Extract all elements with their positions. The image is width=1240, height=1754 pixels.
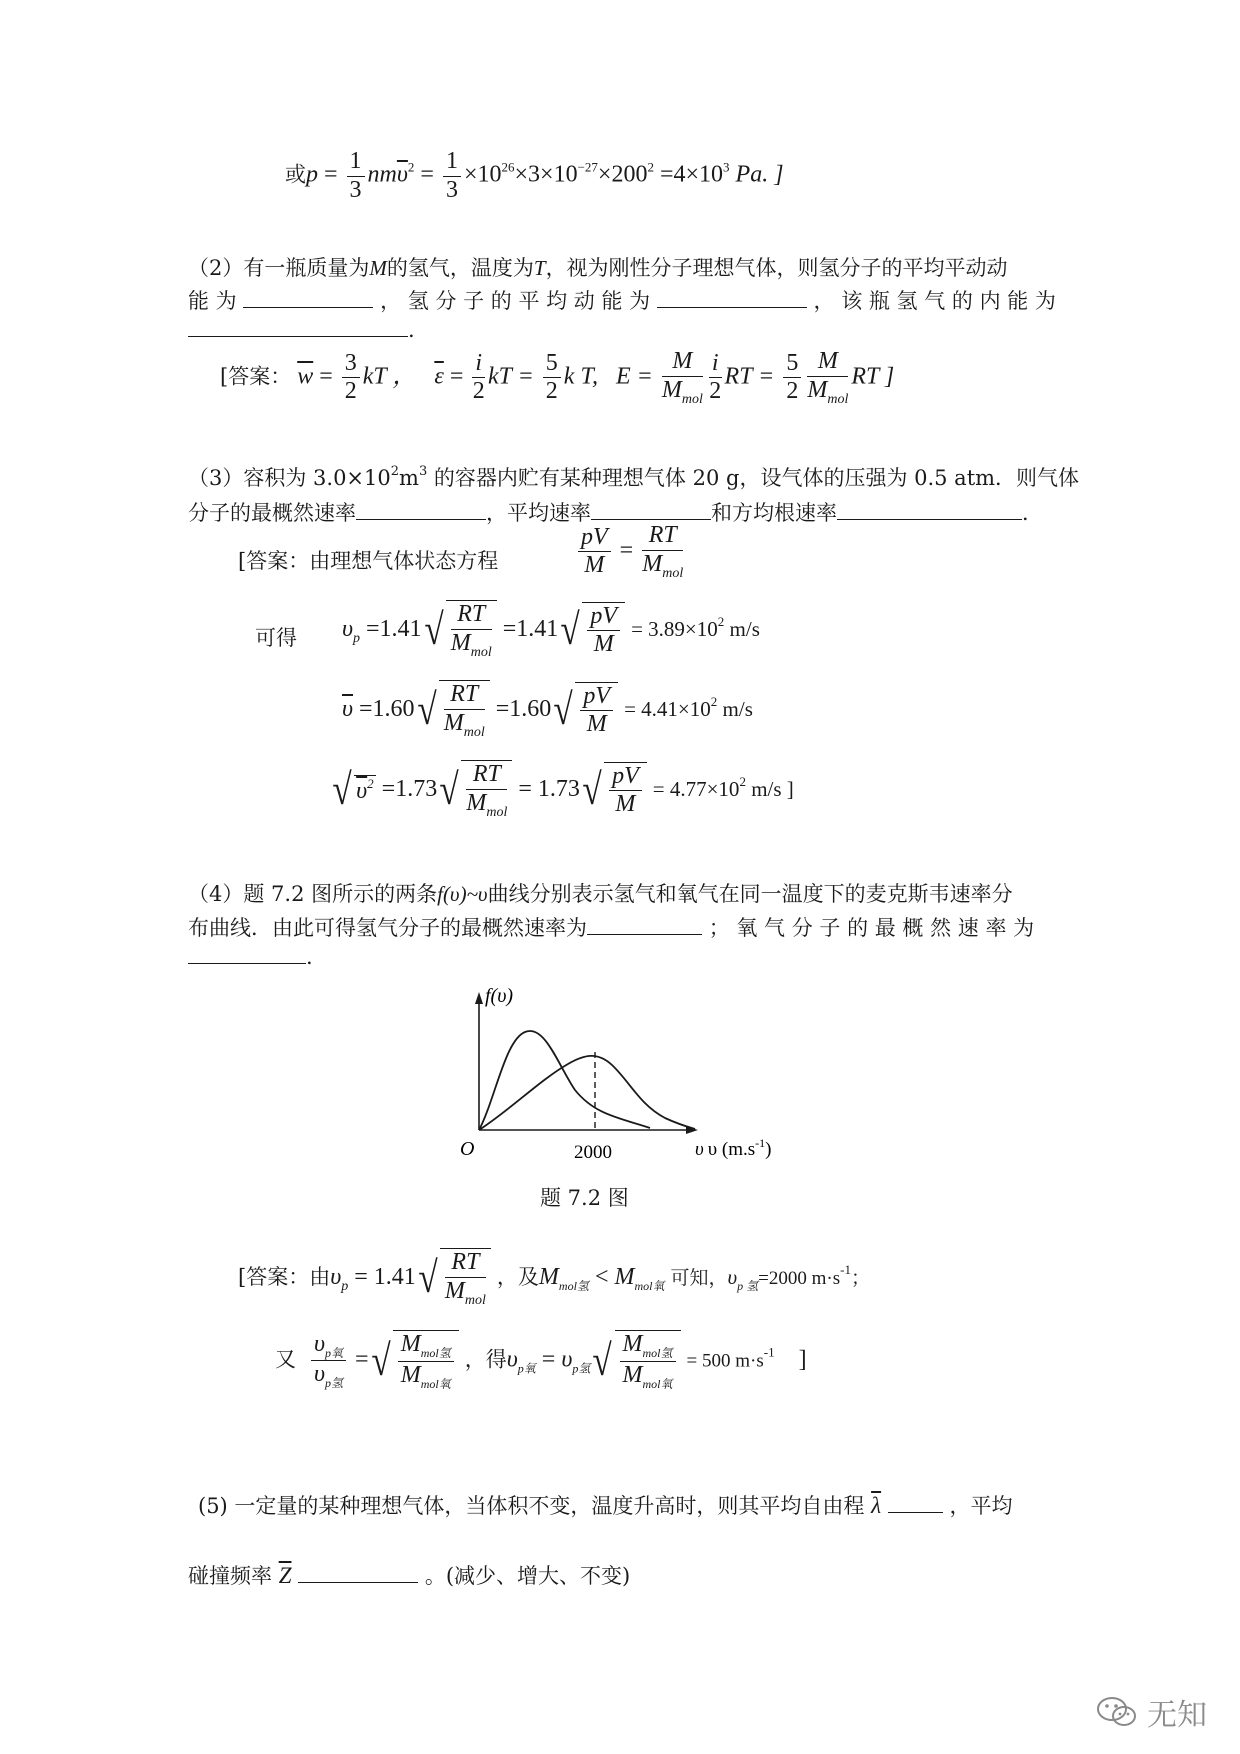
answer-3-lead: [答案：由理想气体状态方程: [238, 549, 499, 573]
question-3-line-2: 分子的最概然速率 ，平均速率 和方均根速率 ．: [188, 501, 1043, 525]
average-speed-row: $\overline{\upsilon} =1.60√$ $\frac{RT}{M_{mol}}$ =1.60√ $\frac{pV}{M}$ = $4.41\times 10^2$ m/s: [342, 681, 753, 740]
y-axis-label: f(υ): [485, 985, 514, 1007]
blank-most-probable-speed[interactable]: [356, 518, 486, 520]
question-4-line-1: （4）题 7.2 图所示的两条f(υ)~υ曲线分别表示氢气和氧气在同一温度下的麦克斯韦速率分: [188, 882, 1013, 906]
blank-collision-frequency[interactable]: [298, 1581, 418, 1583]
question-2-line-3: .: [188, 318, 415, 342]
answer-4-line-2: 又 $\frac{\upsilon_{p氧}}{\upsilon_{p氢}}$ =√ $\frac{M_{mol氢}}{M_{mol氧}}$ ，得$\upsilon_{p氧} = \upsilon_{p氢}√$ $\frac{M_{mol氢}}{M_{mol氧}}$ = 500 $m\cdot s^{-1}$ ]: [275, 1330, 807, 1391]
x-axis-label: υ υ $(m.s^{-1})$: [695, 1136, 772, 1160]
x-tick-2000: 2000: [574, 1142, 612, 1163]
oxygen-curve: [479, 1056, 695, 1130]
blank-rms-speed[interactable]: [837, 518, 1022, 520]
question-5-line-1: (5) 一定量的某种理想气体，当体积不变，温度升高时，则其平均自由程 $\overline{\lambda}$ ，平均: [198, 1493, 1013, 1518]
origin-label: O: [460, 1138, 475, 1160]
blank-internal-energy[interactable]: [188, 335, 408, 337]
rms-speed-row: √ $\upsilon^2 =1.73√$ $\frac{RT}{M_{mol}}$ = 1.73√ $\frac{pV}{M}$ = $4.77\times 10^2$ m/s ]: [332, 761, 794, 820]
question-4-line-3: .: [188, 945, 313, 969]
question-2-line-2: 能 为 ， 氢 分 子 的 平 均 动 能 为 ， 该 瓶 氢 气 的 内 能 为: [188, 289, 1056, 313]
question-5-line-2: 碰撞频率 $\overline{Z}$ 。(减少、增大、不变): [188, 1563, 631, 1588]
maxwell-distribution-figure: [450, 980, 790, 1165]
answer-4-line-1: [答案：由$\upsilon_p = 1.41√$ $\frac{RT}{M_{mol}}$ ，及$M_{mol氢} < M_{mol氧}$ 可知，$\upsilon_{p 氢}=2000$ $m\cdot s^{-1}$；: [238, 1249, 870, 1308]
blank-oxygen-speed[interactable]: [188, 962, 306, 964]
most-probable-speed-row: $\upsilon_p =1.41√$ $\frac{RT}{M_{mol}}$ =1.41√ $\frac{pV}{M}$ = $3.89\times 10^2$ m/s: [342, 601, 760, 660]
blank-mean-free-path[interactable]: [888, 1511, 943, 1513]
ideal-gas-equation: $\frac{pV}{M}$ = $\frac{RT}{M_{mol}}$: [575, 522, 686, 582]
blank-average-ke[interactable]: [657, 306, 807, 308]
blank-translational-ke[interactable]: [243, 306, 373, 308]
question-4-line-2: 布曲线．由此可得氢气分子的最概然速率为 ； 氧 气 分 子 的 最 概 然 速 率 为: [188, 916, 1035, 940]
answer-3-ke: 可得: [255, 626, 297, 650]
hydrogen-curve: [479, 1031, 650, 1130]
pressure-formula: 或p = $\frac{1}{3}$ $nm\overline{\upsilon}^2$ = $\frac{1}{3}$ $\times 10^{26}\times 3\times 10^{-27}\times 200^2 =4\times 10^3$ Pa. ]: [285, 148, 784, 203]
question-3-line-1: （3）容积为 $3.0\times 10^2m^3$ 的容器内贮有某种理想气体 20 g，设气体的压强为 0.5 atm．则气体: [188, 464, 1080, 490]
y-axis-arrow: [475, 992, 483, 1004]
watermark: [1095, 1690, 1207, 1734]
answer-2: [答案： $\overline{w}$ = $\frac{3}{2}$ kT ， $\overline{\varepsilon}$ = $\frac{i}{2}$ kT = $\frac{5}{2}$ k T, E = $\frac{M}{M_{mol}}$ $\frac{i}{2}$ RT = $\frac{5}{2}$ $\frac{M}{M_{mol}}$ RT ]: [220, 348, 895, 407]
wechat-icon: [1095, 1695, 1139, 1729]
figure-caption: 题 7.2 图: [540, 1186, 629, 1210]
blank-average-speed[interactable]: [591, 518, 711, 520]
watermark-text: 无知: [1147, 1698, 1207, 1733]
question-2-line-1: （2）有一瓶质量为M的氢气，温度为T，视为刚性分子理想气体，则氢分子的平均平动动: [188, 256, 1008, 280]
blank-hydrogen-speed[interactable]: [587, 933, 702, 935]
